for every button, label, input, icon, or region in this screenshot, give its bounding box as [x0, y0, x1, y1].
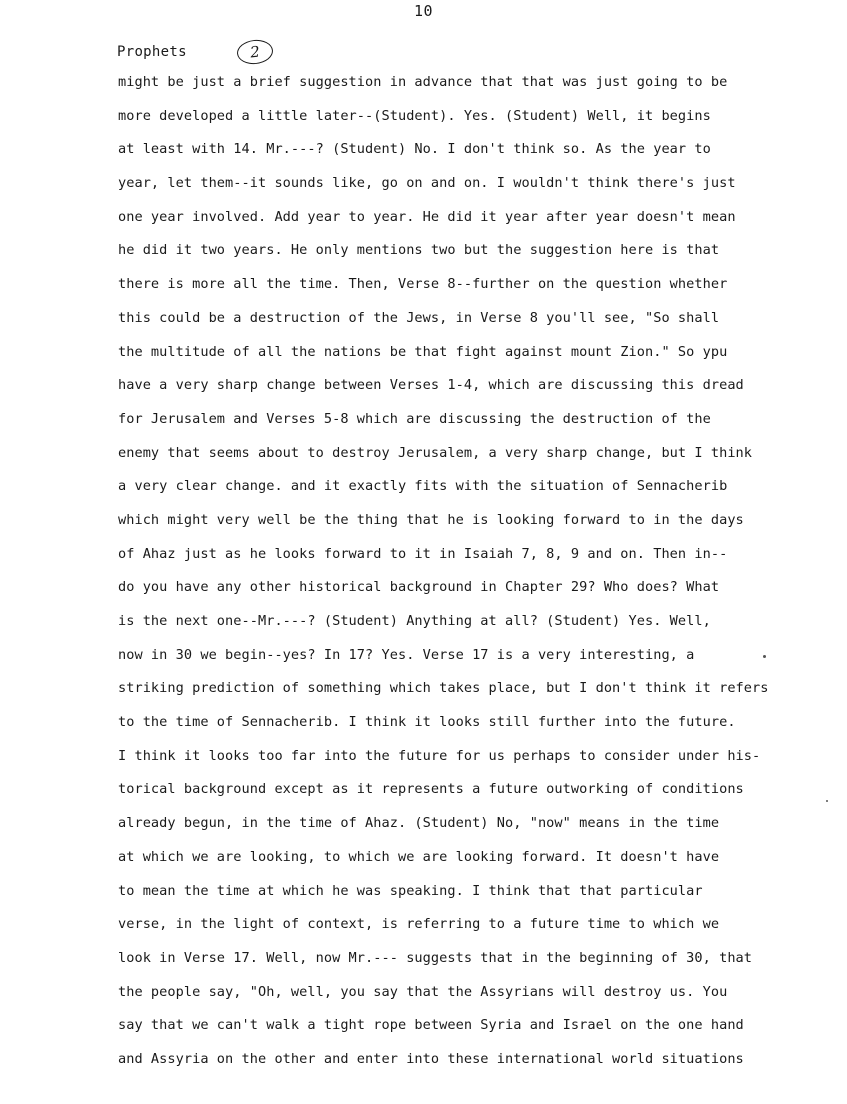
text-line: which might very well be the thing that he is looking forward to in the days: [118, 511, 744, 528]
text-line: might be just a brief suggestion in advance that that was just going to be: [118, 74, 728, 90]
text-line: at which we are looking, to which we are looking forward. It doesn't have: [118, 848, 720, 865]
text-line: torical background except as it represents a future outworking of conditions: [118, 781, 744, 798]
text-line: say that we can't walk a tight rope between Syria and Israel on the one hand: [118, 1017, 744, 1034]
circled-page-marker: 2: [236, 38, 274, 66]
text-line: I think it looks too far into the future for us perhaps to consider under his-: [118, 747, 761, 764]
text-line: a very clear change. and it exactly fits with the situation of Sennacherib: [118, 478, 728, 495]
text-line: more developed a little later--(Student). Yes. (Student) Well, it begins: [118, 107, 711, 124]
text-line: do you have any other historical background in Chapter 29? Who does? What: [118, 579, 720, 596]
text-line: the people say, "Oh, well, you say that the Assyrians will destroy us. You: [118, 983, 728, 1000]
text-line: verse, in the light of context, is referring to a future time to which we: [118, 916, 720, 933]
page-number: 10: [413, 2, 434, 20]
text-line: to the time of Sennacherib. I think it looks still further into the future.: [118, 714, 736, 731]
scan-speck: [826, 800, 828, 802]
text-line: is the next one--Mr.---? (Student) Anything at all? (Student) Yes. Well,: [118, 613, 711, 629]
text-line: now in 30 we begin--yes? In 17? Yes. Verse 17 is a very interesting, a: [118, 646, 695, 663]
text-line: this could be a destruction of the Jews, in Verse 8 you'll see, "So shall: [118, 309, 720, 326]
body-text: [118, 72, 788, 1083]
text-line: at least with 14. Mr.---? (Student) No. I don't think so. As the year to: [118, 141, 711, 158]
text-line: already begun, in the time of Ahaz. (Student) No, "now" means in the time: [118, 815, 720, 832]
text-line: have a very sharp change between Verses 1-4, which are discussing this dread: [118, 377, 744, 394]
scan-speck: [763, 655, 766, 658]
text-line: he did it two years. He only mentions two but the suggestion here is that: [118, 242, 720, 259]
text-line: one year involved. Add year to year. He did it year after year doesn't mean: [118, 208, 736, 225]
text-line: there is more all the time. Then, Verse 8--further on the question whether: [118, 276, 728, 293]
text-line: enemy that seems about to destroy Jerusalem, a very sharp change, but I think: [118, 444, 753, 461]
header-title: Prophets: [117, 44, 187, 60]
text-line: year, let them--it sounds like, go on and on. I wouldn't think there's just: [118, 175, 736, 192]
text-line: for Jerusalem and Verses 5-8 which are discussing the destruction of the: [118, 410, 711, 427]
text-line: to mean the time at which he was speaking. I think that that particular: [118, 882, 703, 899]
text-line: and Assyria on the other and enter into these international world situations: [118, 1050, 744, 1067]
page-header: [117, 40, 273, 64]
text-line: the multitude of all the nations be that fight against mount Zion." So ypu: [118, 343, 728, 360]
text-line: look in Verse 17. Well, now Mr.--- suggests that in the beginning of 30, that: [118, 949, 753, 966]
text-line: striking prediction of something which takes place, but I don't think it refers: [118, 680, 769, 697]
text-line: of Ahaz just as he looks forward to it in Isaiah 7, 8, 9 and on. Then in--: [118, 545, 728, 562]
